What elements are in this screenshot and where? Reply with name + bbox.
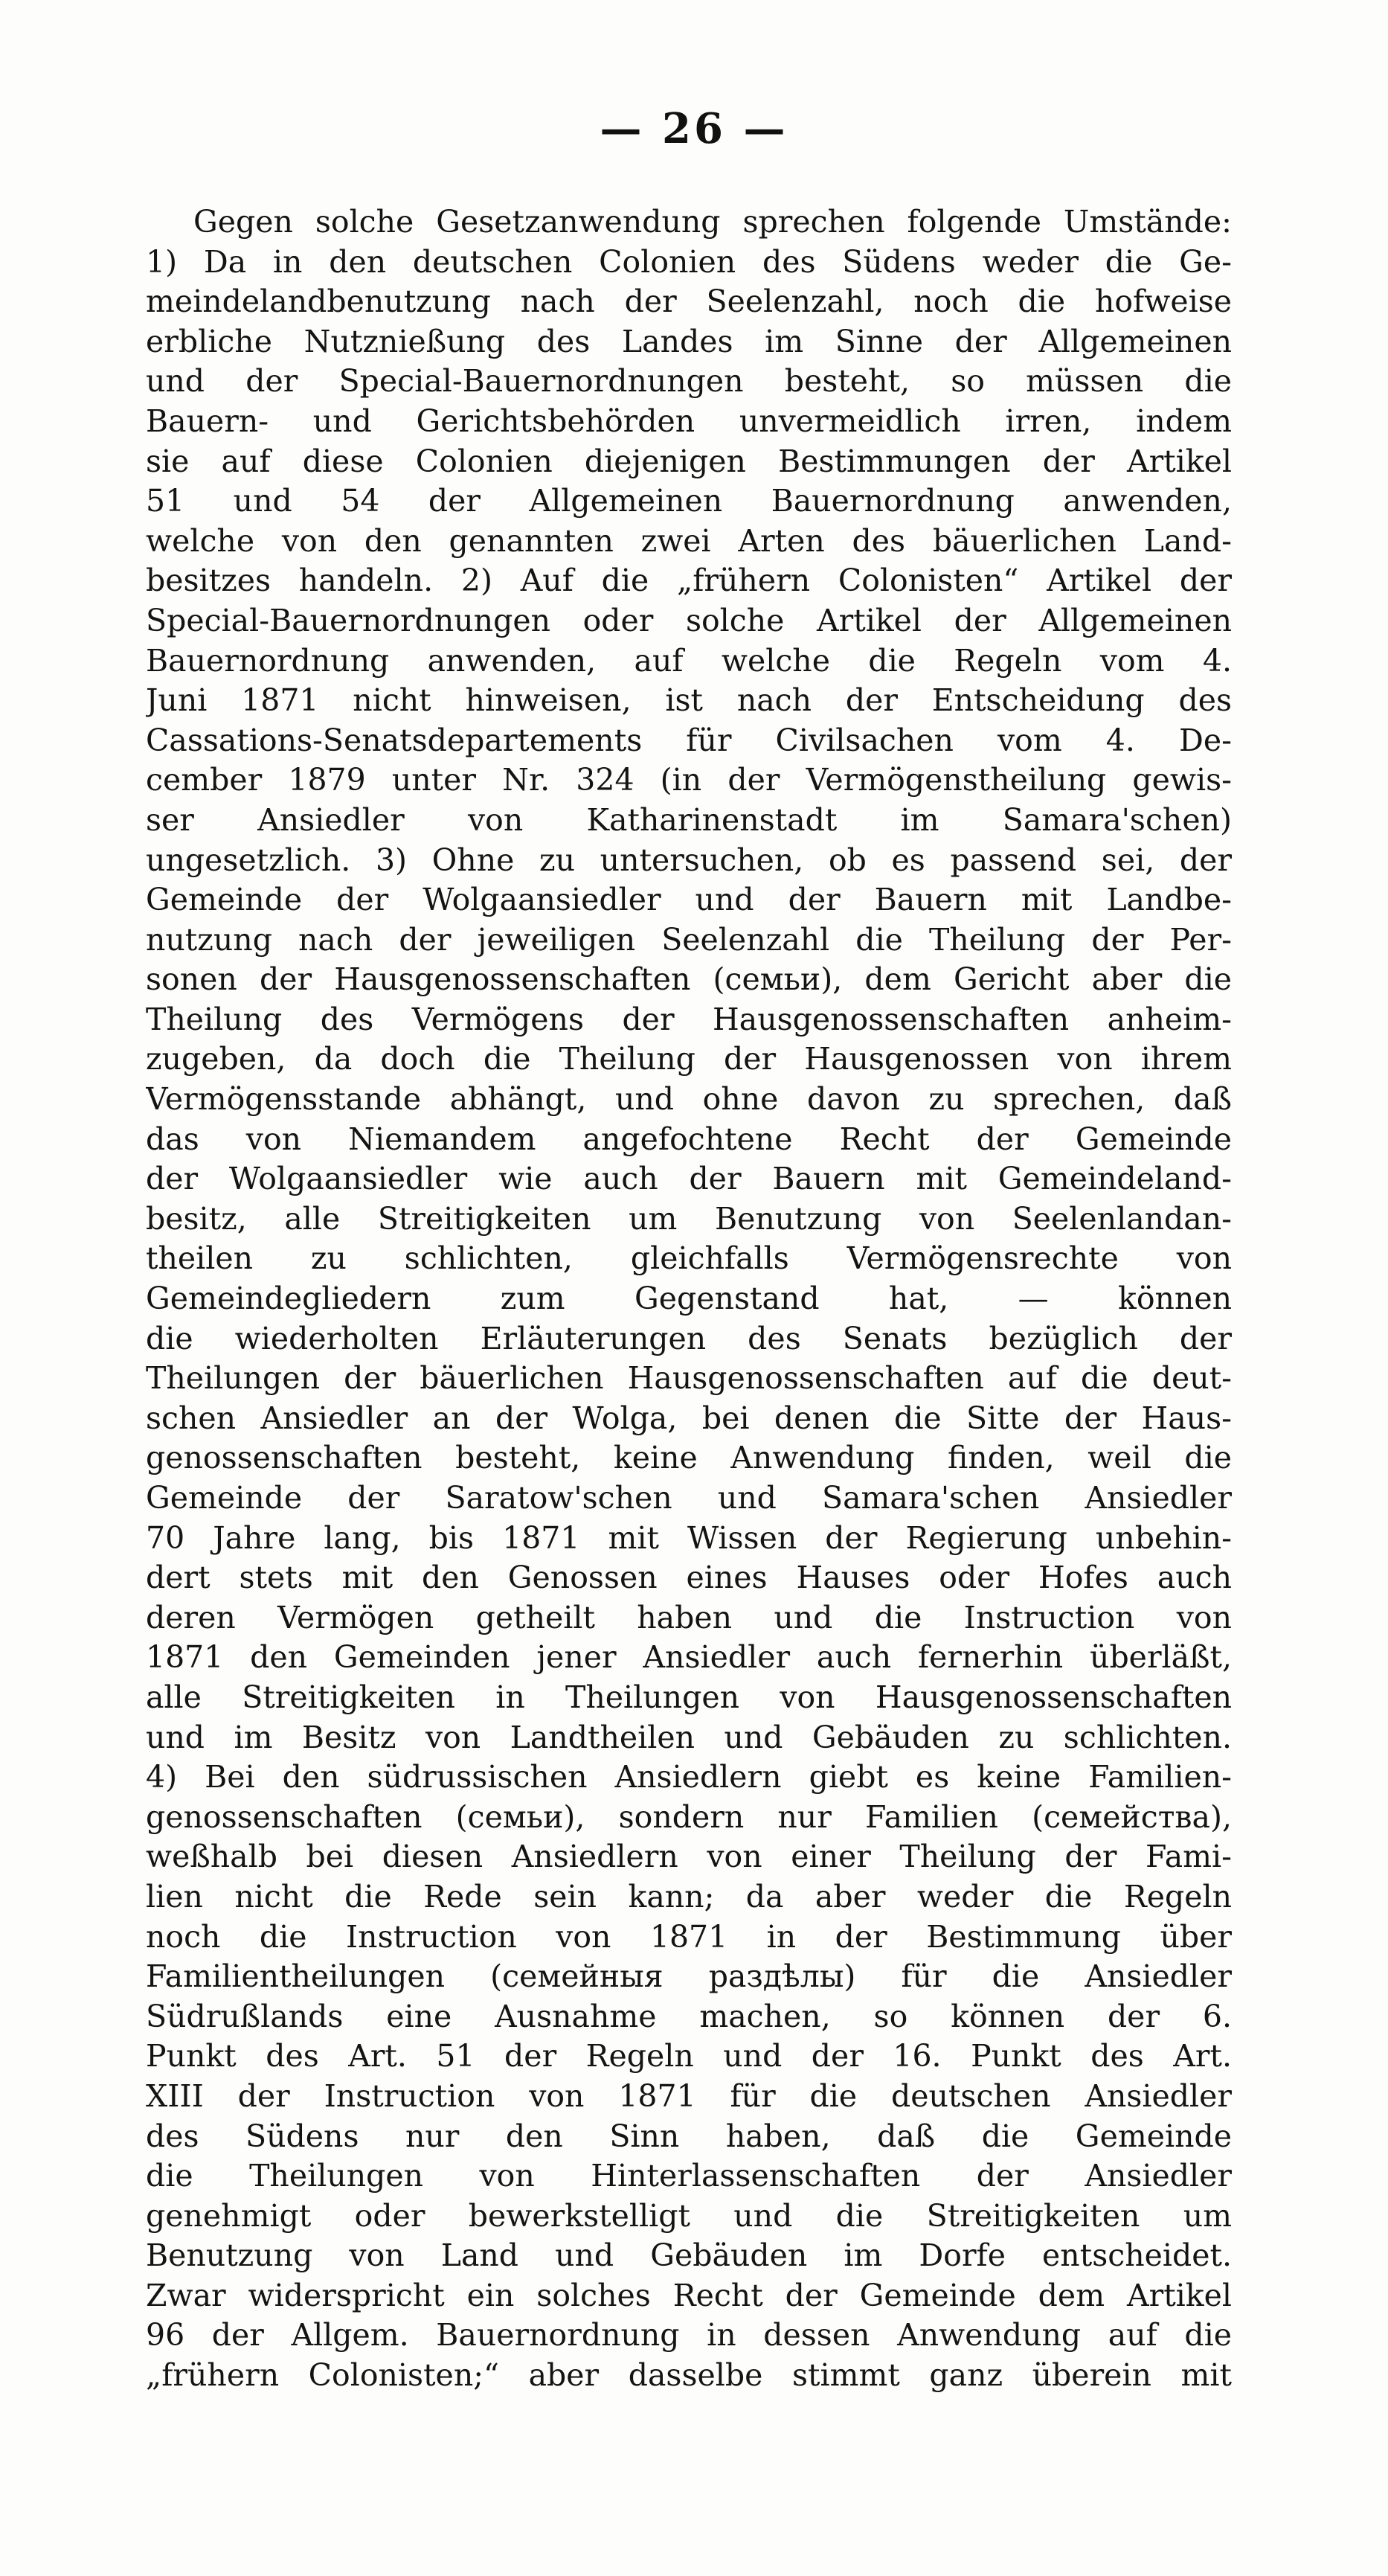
text-line: 51 und 54 der Allgemeinen Bauernordnung anwenden, [146,483,1232,519]
text-line: besitz, alle Streitigkeiten um Benutzung von Seelenlandan- [146,1200,1232,1237]
text-line: sonen der Hausgenossenschaften (семьи), dem Gericht aber die [146,961,1232,998]
text-line: erbliche Nutznießung des Landes im Sinne der Allgemeinen [146,323,1232,359]
text-line: ser Ansiedler von Katharinenstadt im Samara'schen) [146,801,1232,838]
text-line: 1871 den Gemeinden jener Ansiedler auch fernerhin überläßt, [146,1639,1232,1676]
text-line: das von Niemandem angefochtene Recht der Gemeinde [146,1121,1232,1157]
text-line: Special-Bauernordnungen oder solche Artikel der Allgemeinen [146,602,1232,638]
text-line: 1) Da in den deutschen Colonien des Südens weder die Ge- [146,243,1232,280]
text-line: noch die Instruction von 1871 in der Bestimmung über [146,1918,1232,1955]
text-line: Juni 1871 nicht hinweisen, ist nach der Entscheidung des [146,682,1232,719]
text-line: des Südens nur den Sinn haben, daß die Gemeinde [146,2118,1232,2154]
text-line: Zwar widerspricht ein solches Recht der Gemeinde dem Artikel [146,2277,1232,2313]
text-line: Gemeinde der Wolgaansiedler und der Bauern mit Landbe- [146,882,1232,918]
text-line: Theilung des Vermögens der Hausgenossenschaften anheim- [146,1001,1232,1037]
text-line: lien nicht die Rede sein kann; da aber weder die Regeln [146,1878,1232,1915]
page-number: — 26 — [600,104,788,153]
text-line: schen Ansiedler an der Wolga, bei denen die Sitte der Haus- [146,1400,1232,1436]
body-text [146,202,1232,2396]
text-line: besitzes handeln. 2) Auf die „frühern Colonisten“ Artikel der [146,563,1232,599]
text-line: Punkt des Art. 51 der Regeln und der 16. Punkt des Art. [146,2038,1232,2074]
text-line: Bauern- und Gerichtsbehörden unvermeidlich irren, indem [146,403,1232,439]
text-line: Cassations-Senatsdepartements für Civilsachen vom 4. De- [146,722,1232,758]
text-line: cember 1879 unter Nr. 324 (in der Vermögenstheilung gewis- [146,762,1232,798]
text-line: genossenschaften (семьи), sondern nur Familien (семейства), [146,1798,1232,1835]
text-line: die Theilungen von Hinterlassenschaften der Ansiedler [146,2158,1232,2194]
text-line: zugeben, da doch die Theilung der Hausgenossen von ihrem [146,1041,1232,1077]
text-line: Südrußlands eine Ausnahme machen, so können der 6. [146,1998,1232,2034]
text-line: „frühern Colonisten;“ aber dasselbe stimmt ganz überein mit [146,2357,1232,2394]
text-line: Gegen solche Gesetzanwendung sprechen folgende Umstände: [193,204,1232,240]
text-line: Gemeinde der Saratow'schen und Samara'schen Ansiedler [146,1480,1232,1516]
text-line: und im Besitz von Landtheilen und Gebäuden zu schlichten. [146,1719,1232,1755]
text-line: welche von den genannten zwei Arten des bäuerlichen Land- [146,522,1232,559]
text-line: genehmigt oder bewerkstelligt und die Streitigkeiten um [146,2197,1232,2234]
text-line: der Wolgaansiedler wie auch der Bauern mit Gemeindeland- [146,1161,1232,1197]
text-line: Benutzung von Land und Gebäuden im Dorfe entscheidet. [146,2237,1232,2274]
text-line: 70 Jahre lang, bis 1871 mit Wissen der Regierung unbehin- [146,1519,1232,1556]
text-line: theilen zu schlichten, gleichfalls Vermögensrechte von [146,1240,1232,1277]
text-line: 4) Bei den südrussischen Ansiedlern giebt es keine Familien- [146,1759,1232,1795]
text-line: und der Special-Bauernordnungen besteht, so müssen die [146,363,1232,400]
text-line: Vermögensstande abhängt, und ohne davon zu sprechen, daß [146,1081,1232,1118]
text-line: weßhalb bei diesen Ansiedlern von einer Theilung der Fami- [146,1839,1232,1875]
text-line: XIII der Instruction von 1871 für die deutschen Ansiedler [146,2077,1232,2114]
text-line: nutzung nach der jeweiligen Seelenzahl die Theilung der Per- [146,921,1232,958]
text-line: ungesetzlich. 3) Ohne zu untersuchen, ob es passend sei, der [146,842,1232,878]
text-line: alle Streitigkeiten in Theilungen von Hausgenossenschaften [146,1679,1232,1715]
text-line: sie auf diese Colonien diejenigen Bestimmungen der Artikel [146,443,1232,479]
text-line: 96 der Allgem. Bauernordnung in dessen Anwendung auf die [146,2317,1232,2354]
text-line: Familientheilungen (семейныя раздѣлы) für die Ansiedler [146,1958,1232,1995]
text-line: Bauernordnung anwenden, auf welche die Regeln vom 4. [146,642,1232,679]
text-line: Gemeindegliedern zum Gegenstand hat, — können [146,1281,1232,1317]
text-line: genossenschaften besteht, keine Anwendung finden, weil die [146,1440,1232,1476]
text-line: dert stets mit den Genossen eines Hauses oder Hofes auch [146,1560,1232,1596]
text-line: die wiederholten Erläuterungen des Senats bezüglich der [146,1320,1232,1356]
text-line: deren Vermögen getheilt haben und die Instruction von [146,1599,1232,1635]
text-line: Theilungen der bäuerlichen Hausgenossenschaften auf die deut- [146,1360,1232,1397]
text-line: meindelandbenutzung nach der Seelenzahl, noch die hofweise [146,283,1232,320]
